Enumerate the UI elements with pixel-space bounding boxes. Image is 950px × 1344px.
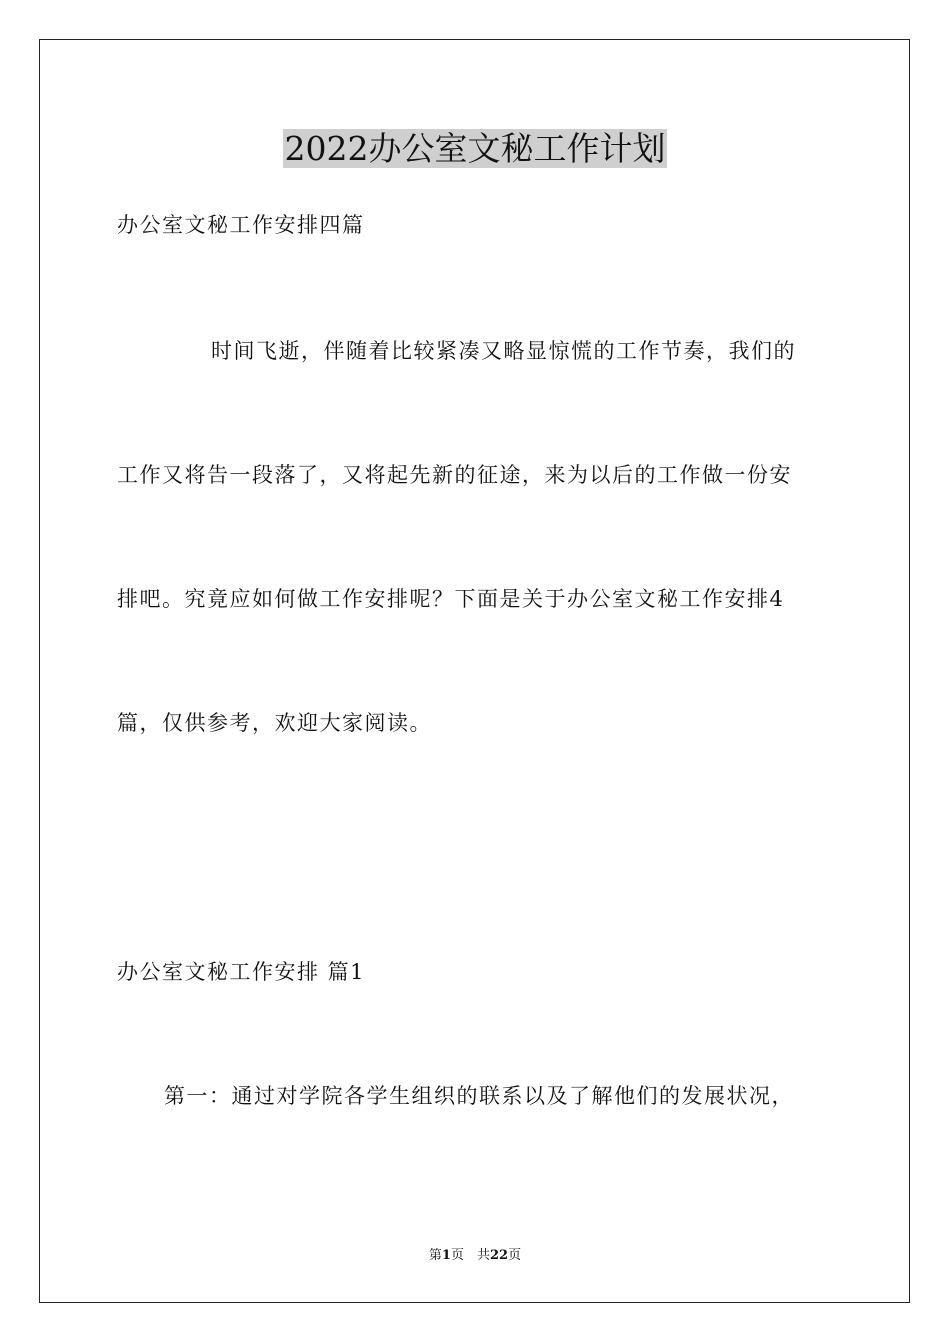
document-title xyxy=(0,127,950,171)
footer-page-total: 22 xyxy=(489,1248,509,1263)
intro-line-4: 篇，仅供参考，欢迎大家阅读。 xyxy=(117,711,432,735)
footer-prefix: 第 xyxy=(428,1248,442,1263)
document-title-text: 2022办公室文秘工作计划 xyxy=(284,129,666,168)
footer-page-current: 1 xyxy=(441,1248,451,1263)
intro-line-1: 时间飞逝，伴随着比较紧凑又略显惊慌的工作节奏，我们的 xyxy=(211,339,796,363)
footer-mid: 页 共 xyxy=(450,1248,490,1263)
intro-line-2: 工作又将告一段落了，又将起先新的征途，来为以后的工作做一份安 xyxy=(117,463,792,487)
intro-line-3: 排吧。究竟应如何做工作安排呢？下面是关于办公室文秘工作安排4 xyxy=(117,587,785,611)
section-paragraph-line-1: 第一：通过对学院各学生组织的联系以及了解他们的发展状况， xyxy=(164,1084,794,1108)
section-heading: 办公室文秘工作安排 篇1 xyxy=(117,960,366,984)
page-footer xyxy=(0,1247,950,1265)
footer-suffix: 页 xyxy=(508,1248,522,1263)
document-subtitle: 办公室文秘工作安排四篇 xyxy=(117,213,365,237)
